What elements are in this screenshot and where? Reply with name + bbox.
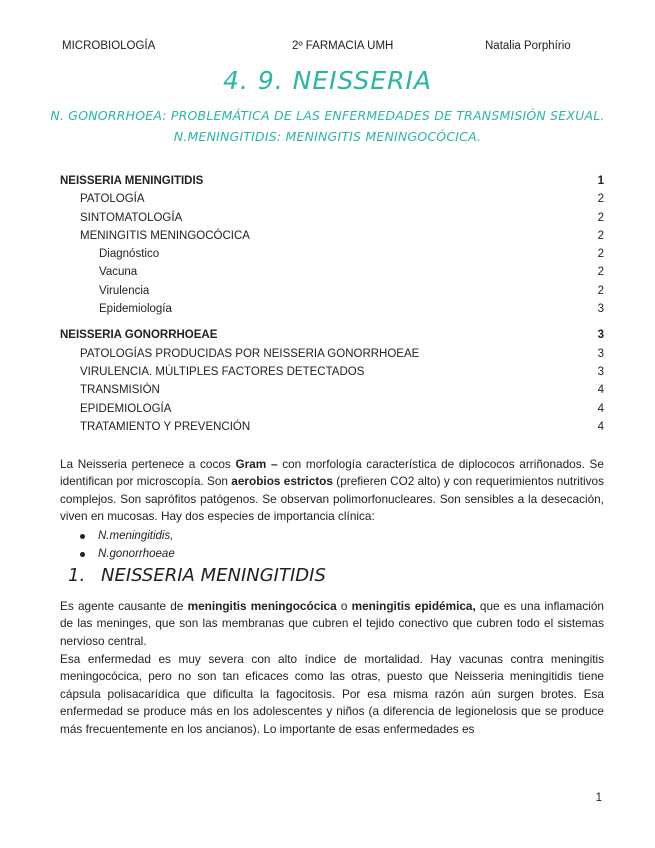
table-of-contents bbox=[60, 172, 604, 436]
text-run: (prefieren CO2 alto) y con requerimientos nutritivos complejos. Son saprófitos patógenos. Se observan polimorfonucleares. Son sensibles a la desecación, viven en mucosas. Hay dos especies de importancia clínica: bbox=[60, 474, 605, 524]
toc-entry[interactable] bbox=[60, 282, 604, 300]
toc-page: 2 bbox=[597, 266, 604, 279]
species-list bbox=[80, 527, 175, 563]
toc-entry[interactable] bbox=[60, 172, 604, 190]
body-paragraph-2: Esa enfermedad es muy severa con alto índice de mortalidad. Hay vacunas contra meningitis meningocócica, pero no son tan eficaces como las otras, puesto que Neisseria meningitidis tiene cápsula polisacarídica que dificulta la fagocitosis. Por esa misma razón aún surgen brotes. Esa enfermedad se produce más en los adolescentes y niños (a diferencia de legionelosis que se produce más frecuentemente en los ancianos). Lo importante de esas enfermedades es bbox=[60, 652, 604, 736]
toc-page: 4 bbox=[597, 420, 604, 433]
text-run: Es agente causante de bbox=[60, 599, 188, 613]
toc-label: VIRULENCIA. MÚLTIPLES FACTORES DETECTADOS bbox=[80, 365, 365, 378]
toc-page: 2 bbox=[597, 229, 604, 242]
toc-page: 2 bbox=[597, 248, 604, 261]
page-title: 4. 9. NEISSERIA bbox=[223, 66, 432, 95]
toc-entry[interactable] bbox=[60, 190, 604, 208]
toc-page: 3 bbox=[597, 365, 604, 378]
toc-entry[interactable] bbox=[60, 300, 604, 318]
text-run: La Neisseria pertenece a cocos bbox=[60, 457, 236, 471]
header-author: Natalia Porphírio bbox=[485, 40, 571, 52]
toc-entry[interactable] bbox=[60, 345, 604, 363]
toc-label: PATOLOGÍAS PRODUCIDAS POR NEISSERIA GONORRHOEAE bbox=[80, 347, 420, 360]
section-heading bbox=[68, 565, 326, 586]
list-item-text: N.gonorrhoeae bbox=[98, 548, 175, 560]
list-item bbox=[80, 527, 175, 545]
toc-entry[interactable] bbox=[60, 381, 604, 399]
page-number: 1 bbox=[595, 792, 602, 804]
list-item bbox=[80, 545, 175, 563]
header-course: MICROBIOLOGÍA bbox=[62, 40, 156, 52]
toc-entry[interactable] bbox=[60, 326, 604, 344]
toc-label: NEISSERIA GONORRHOEAE bbox=[60, 329, 218, 342]
toc-label: PATOLOGÍA bbox=[80, 193, 145, 206]
toc-label: SINTOMATOLOGÍA bbox=[80, 211, 183, 224]
toc-page: 4 bbox=[597, 384, 604, 397]
list-item-text: N.meningitidis, bbox=[98, 530, 174, 542]
toc-label: Virulencia bbox=[99, 284, 150, 297]
toc-label: Epidemiología bbox=[99, 303, 172, 316]
toc-label: TRANSMISIÓN bbox=[80, 384, 160, 397]
intro-paragraph bbox=[60, 456, 604, 526]
text-run: o bbox=[336, 599, 352, 613]
section-title: NEISSERIA MENINGITIDIS bbox=[101, 565, 326, 586]
toc-entry[interactable] bbox=[60, 209, 604, 227]
subtitle-line-2: N.MENINGITIDIS: MENINGITIS MENINGOCÓCICA. bbox=[173, 129, 482, 144]
bold-run: Gram – bbox=[235, 457, 278, 471]
toc-entry[interactable] bbox=[60, 245, 604, 263]
bold-run: aerobios estrictos bbox=[231, 474, 333, 489]
toc-label: Vacuna bbox=[99, 266, 138, 279]
toc-page: 1 bbox=[597, 175, 604, 187]
text-run: que es una inflamación de las meninges, que son las membranas que cubren el tejido conectivo que cubren todo el sistemas nervioso central. bbox=[60, 599, 604, 648]
subtitle-line-1: N. GONORRHOEA: PROBLEMÁTICA DE LAS ENFERMEDADES DE TRANSMISIÓN SEXUAL. bbox=[50, 108, 605, 123]
toc-label: TRATAMIENTO Y PREVENCIÓN bbox=[80, 420, 251, 433]
toc-page: 2 bbox=[597, 211, 604, 224]
toc-label: MENINGITIS MENINGOCÓCICA bbox=[80, 229, 250, 242]
toc-entry[interactable] bbox=[60, 263, 604, 281]
toc-label: EPIDEMIOLOGÍA bbox=[80, 402, 172, 415]
bullet-icon bbox=[80, 534, 85, 539]
toc-entry[interactable] bbox=[60, 227, 604, 245]
toc-entry[interactable] bbox=[60, 363, 604, 381]
body-paragraph-1 bbox=[60, 598, 604, 650]
section-number: 1. bbox=[68, 565, 86, 586]
toc-page: 3 bbox=[597, 303, 604, 316]
toc-page: 3 bbox=[597, 329, 604, 342]
bullet-icon bbox=[80, 552, 85, 557]
text-run: con morfología característica de diplococos arriñonados. Se identifican por microscopía. Son bbox=[60, 457, 604, 489]
toc-entry[interactable] bbox=[60, 418, 604, 436]
toc-page: 3 bbox=[597, 347, 604, 360]
toc-page: 2 bbox=[597, 193, 604, 206]
toc-entry[interactable] bbox=[60, 400, 604, 418]
bold-run: meningitis epidémica, bbox=[351, 599, 476, 613]
header-grade: 2º FARMACIA UMH bbox=[292, 40, 394, 52]
toc-label: Diagnóstico bbox=[99, 248, 160, 261]
toc-page: 4 bbox=[597, 402, 604, 415]
bold-run: meningitis meningocócica bbox=[187, 599, 337, 613]
toc-page: 2 bbox=[597, 284, 604, 297]
toc-label: NEISSERIA MENINGITIDIS bbox=[60, 175, 204, 187]
